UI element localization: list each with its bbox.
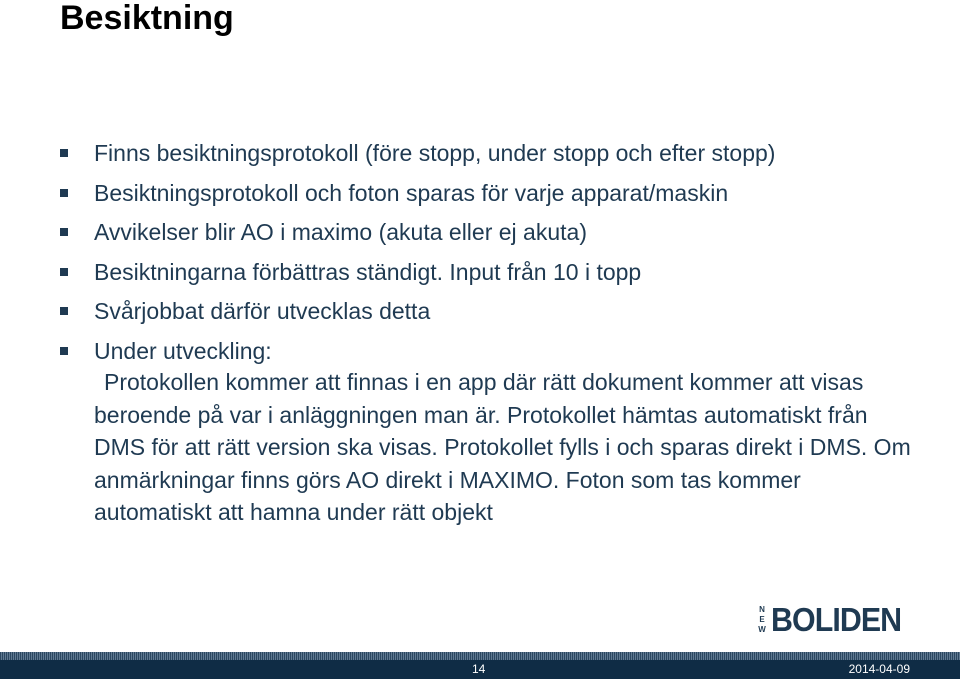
square-bullet-icon bbox=[60, 189, 68, 197]
bullet-item bbox=[58, 292, 918, 332]
square-bullet-icon bbox=[60, 268, 68, 276]
logo-letter: W bbox=[758, 625, 766, 634]
bullet-text: Besiktningarna förbättras ständigt. Input från 10 i topp bbox=[94, 258, 642, 285]
square-bullet-icon bbox=[60, 228, 68, 236]
square-bullet-icon bbox=[60, 347, 68, 355]
logo-letter: E bbox=[759, 615, 765, 624]
bullet-text: Under utveckling: bbox=[94, 337, 272, 364]
development-paragraph: Protokollen kommer att finnas i en app där rätt dokument kommer att visas beroende på var i anläggningen man är. Protokollet hämtas automatiskt från DMS för att rätt version ska visas. Protokollet fylls i och sparas direkt i DMS. Om anmärkningar finns görs AO direkt i MAXIMO. Foton som tas kommer automatiskt att hamna under rätt objekt bbox=[94, 369, 911, 525]
bullet-item bbox=[58, 253, 918, 293]
square-bullet-icon bbox=[60, 149, 68, 157]
footer-stripe-band bbox=[0, 652, 960, 660]
square-bullet-icon bbox=[60, 307, 68, 315]
bullet-text: Avvikelser blir AO i maximo (akuta eller ej akuta) bbox=[94, 219, 587, 245]
bullet-item bbox=[58, 134, 918, 174]
bullet-list bbox=[58, 134, 918, 371]
bullet-item bbox=[58, 174, 918, 214]
bullet-text: Finns besiktningsprotokoll (före stopp, under stopp och efter stopp) bbox=[94, 140, 776, 166]
slide-date: 2014-04-09 bbox=[848, 662, 910, 676]
logo-new-letters bbox=[756, 605, 768, 635]
bullet-text: Besiktningsprotokoll och foton sparas för varje apparat/maskin bbox=[94, 179, 729, 206]
logo-letter: N bbox=[759, 605, 765, 614]
footer-bar bbox=[0, 660, 960, 679]
boliden-logo bbox=[756, 601, 940, 638]
logo-wordmark: BOLIDEN bbox=[771, 601, 902, 638]
bullet-item bbox=[58, 213, 918, 253]
bullet-text: Svårjobbat därför utvecklas detta bbox=[94, 298, 431, 324]
page-number: 14 bbox=[472, 662, 486, 676]
slide-title: Besiktning bbox=[60, 0, 234, 37]
